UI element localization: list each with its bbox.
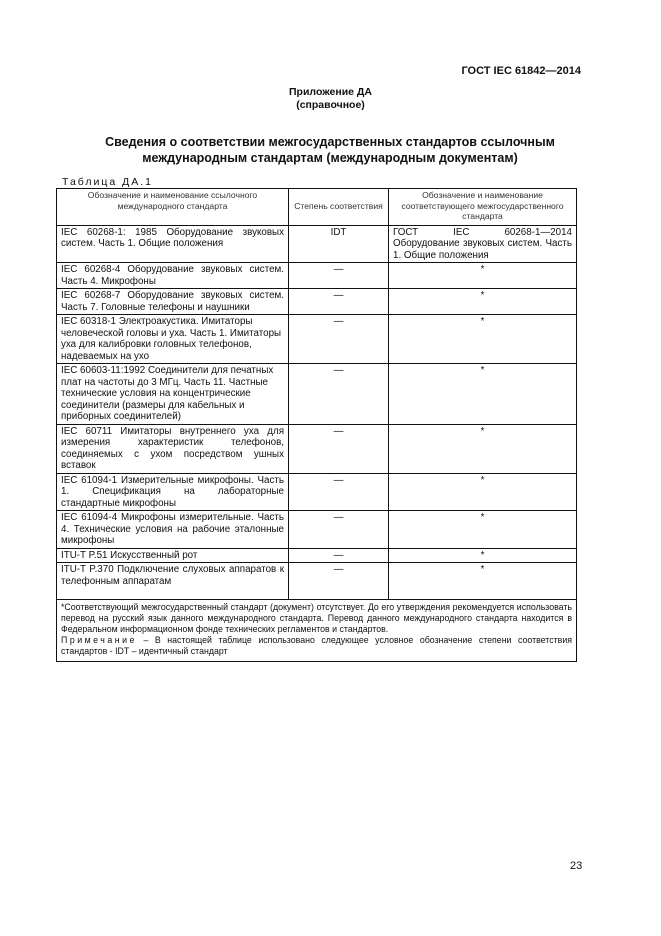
table-row bbox=[57, 563, 577, 600]
table-row bbox=[57, 424, 577, 473]
footnote-text: *Соответствующий межгосударственный стандарт (документ) отсутствует. До его утверждения рекомендуется использовать перевод на русский язык данного международного стандарта. Перевод данного международного стандарта находится в Федеральном информационном фонде технических регламентов и стандартов. bbox=[61, 602, 572, 634]
table-row bbox=[57, 263, 577, 289]
cell-international: ITU-T P.370 Подключение слуховых аппаратов к телефонным аппаратам bbox=[57, 563, 289, 600]
cell-interstate: * bbox=[389, 511, 577, 549]
cell-degree: — bbox=[289, 315, 389, 364]
table-row bbox=[57, 473, 577, 511]
cell-interstate: ГОСТ IEC 60268-1—2014 Оборудование звуковых систем. Часть 1. Общие положения bbox=[389, 225, 577, 263]
header-col-international: Обозначение и наименование ссылочного международного стандарта bbox=[57, 189, 289, 226]
table-row bbox=[57, 289, 577, 315]
table-note bbox=[61, 635, 572, 657]
annex-title: Приложение ДА bbox=[289, 86, 372, 98]
correspondence-table bbox=[56, 188, 577, 662]
cell-international: IEC 60268-4 Оборудование звуковых систем. Часть 4. Микрофоны bbox=[57, 263, 289, 289]
table-row bbox=[57, 548, 577, 563]
table-label: Таблица ДА.1 bbox=[62, 176, 153, 188]
cell-interstate: * bbox=[389, 289, 577, 315]
header-col-degree: Степень соответствия bbox=[289, 189, 389, 226]
page-number: 23 bbox=[570, 860, 583, 872]
annex-heading bbox=[0, 86, 661, 112]
cell-degree: IDT bbox=[289, 225, 389, 263]
annex-subtitle: (справочное) bbox=[296, 99, 365, 111]
cell-international: ITU-T P.51 Искусственный рот bbox=[57, 548, 289, 563]
cell-interstate: * bbox=[389, 315, 577, 364]
cell-degree: — bbox=[289, 424, 389, 473]
cell-degree: — bbox=[289, 563, 389, 600]
table-footnote-row bbox=[57, 600, 577, 662]
note-label: Примечание bbox=[61, 635, 137, 645]
cell-interstate: * bbox=[389, 364, 577, 425]
header-col-interstate: Обозначение и наименование соответствующего межгосударственного стандарта bbox=[389, 189, 577, 226]
document-code: ГОСТ IEC 61842—2014 bbox=[461, 65, 581, 77]
table-row bbox=[57, 364, 577, 425]
cell-interstate: * bbox=[389, 473, 577, 511]
cell-international: IEC 61094-1 Измерительные микрофоны. Часть 1. Спецификация на лабораторные стандартные микрофоны bbox=[57, 473, 289, 511]
table-row bbox=[57, 225, 577, 263]
cell-interstate: * bbox=[389, 424, 577, 473]
title-line-1: Сведения о соответствии межгосударственных стандартов ссылочным bbox=[105, 135, 555, 149]
cell-interstate: * bbox=[389, 263, 577, 289]
cell-degree: — bbox=[289, 289, 389, 315]
table-header-row bbox=[57, 189, 577, 226]
note-text: – В настоящей таблице использовано следующее условное обозначение степени соответствия стандартов - IDT – идентичный стандарт bbox=[61, 635, 572, 656]
cell-degree: — bbox=[289, 473, 389, 511]
table-footnote-cell bbox=[57, 600, 577, 662]
cell-international: IEC 60318-1 Электроакустика. Имитаторы человеческой головы и уха. Часть 1. Имитаторы уха для калибровки головных телефонов, надеваемых на ухо bbox=[57, 315, 289, 364]
cell-interstate: * bbox=[389, 548, 577, 563]
cell-international: IEC 61094-4 Микрофоны измерительные. Часть 4. Технические условия на рабочие эталонные микрофоны bbox=[57, 511, 289, 549]
cell-interstate: * bbox=[389, 563, 577, 600]
cell-degree: — bbox=[289, 548, 389, 563]
table-row bbox=[57, 511, 577, 549]
cell-degree: — bbox=[289, 364, 389, 425]
table-row bbox=[57, 315, 577, 364]
cell-degree: — bbox=[289, 263, 389, 289]
page-title bbox=[70, 134, 590, 166]
cell-international: IEC 60603-11:1992 Соединители для печатных плат на частоты до 3 МГц. Часть 11. Частные технические условия на концентрические соединители (размеры для кабельных и приборных соединителей) bbox=[57, 364, 289, 425]
cell-international: IEC 60268-1: 1985 Оборудование звуковых систем. Часть 1. Общие положения bbox=[57, 225, 289, 263]
title-line-2: международным стандартам (международным документам) bbox=[142, 151, 518, 165]
cell-international: IEC 60711 Имитаторы внутреннего уха для измерения характеристик телефонов, соединяемых с ухом посредством ушных вставок bbox=[57, 424, 289, 473]
cell-international: IEC 60268-7 Оборудование звуковых систем. Часть 7. Головные телефоны и наушники bbox=[57, 289, 289, 315]
cell-degree: — bbox=[289, 511, 389, 549]
